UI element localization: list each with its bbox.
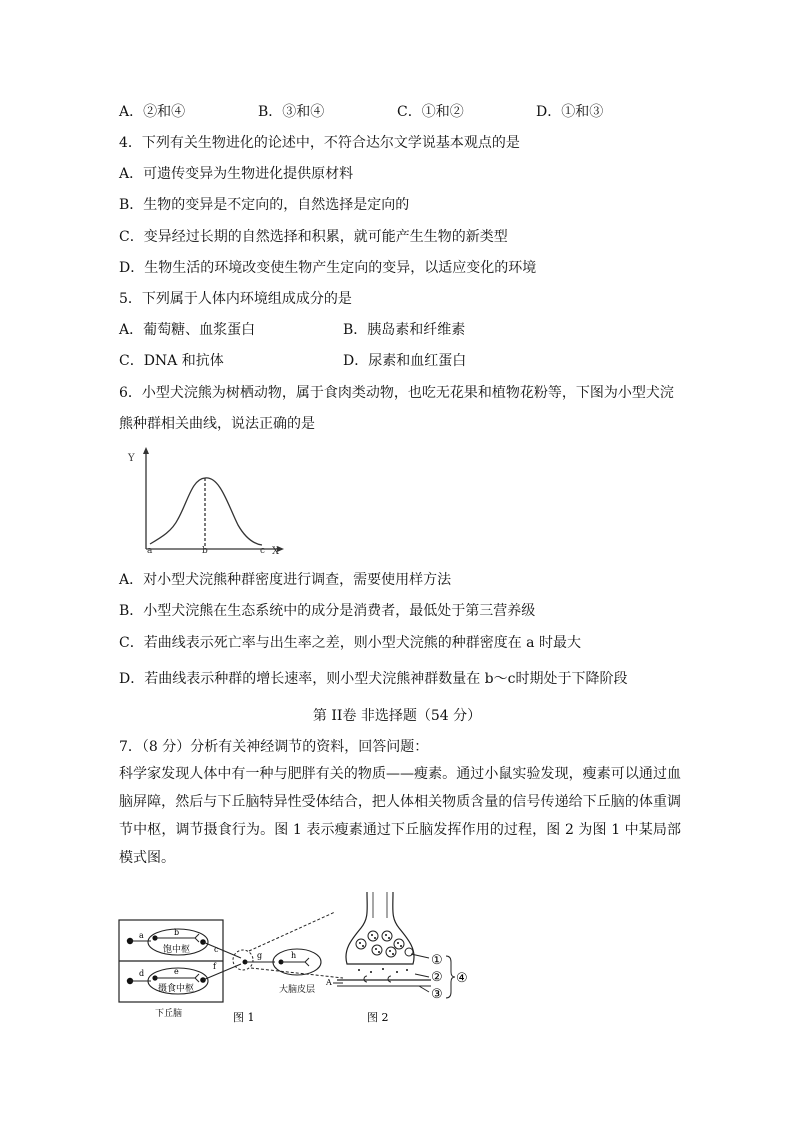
q5-stem: 5．下列属于人体内环境组成成分的是 [119,291,352,307]
q4-option-d: D．生物生活的环境改变使生物产生定向的变异，以适应变化的环境 [119,260,537,276]
q3-option-b: B．③和④ [258,104,325,120]
q4-option-b: B．生物的变异是不定向的，自然选择是定向的 [119,197,410,213]
zoom-dashed-line-bottom [251,968,343,978]
fig1-letter-b: b [174,928,180,937]
fig1-letter-h: h [291,951,297,960]
fig1-letter-e: e [174,967,179,976]
fiber-c [203,942,241,958]
axon-terminal [346,892,414,964]
synapse-region-dashed-circle [233,950,253,970]
marker-4: ④ [456,971,468,986]
graph-curve [150,478,262,545]
graph-y-label: Y [128,453,135,464]
q3-option-c: C．①和② [397,104,464,120]
q6-option-c: C．若曲线表示死亡率与出生率之差，则小型犬浣熊的种群密度在 a 时最大 [119,635,581,651]
q6-option-a: A．对小型犬浣熊种群密度进行调查，需要使用样方法 [119,572,452,588]
zoom-dashed-line-top [249,912,335,951]
marker-2: ② [431,970,443,985]
figure-2-caption: 图 2 [367,1011,389,1024]
figure-1 [119,912,343,1024]
q6-stem-line2: 熊种群相关曲线，说法正确的是 [119,416,315,432]
q3-option-a: A．②和④ [119,104,186,120]
fig1-letter-f: f [213,962,216,971]
section-title: 第 II卷 非选择题（54 分） [312,708,482,724]
feeding-center-label: 摄食中枢 [158,984,195,994]
cortex-label: 大脑皮层 [279,985,316,995]
figure-1-caption: 图 1 [233,1011,255,1024]
marker-4-bracket [446,956,455,998]
fig1-letter-g: g [257,951,263,960]
q6-option-d: D．若曲线表示种群的增长速率，则小型犬浣熊神群数量在 b～c时期处于下降阶段 [119,671,628,687]
satiety-center-label: 饱中枢 [163,945,191,955]
marker-1: ① [431,953,443,968]
synapse-h [305,958,309,966]
q5-option-c: C．DNA 和抗体 [119,353,224,369]
q6-option-b: B．小型犬浣熊在生态系统中的成分是消费者，最低处于第三营养级 [119,603,536,619]
q5-option-b: B．胰岛素和纤维素 [343,322,466,338]
graph-tick-c: c [260,546,266,556]
q7-figures [115,888,485,1028]
synapse-e [195,974,199,982]
receptor-right [388,976,391,982]
q6-curve-graph [120,445,295,560]
q4-option-a: A．可遗传变异为生物进化提供原材料 [119,166,354,182]
q4-stem: 4．下列有关生物进化的论述中，不符合达尔文学说基本观点的是 [119,135,520,151]
synaptic-cleft-dots [358,968,408,973]
q5-option-a: A．葡萄糖、血浆蛋白 [119,322,256,338]
fig1-letter-d: d [139,969,145,978]
graph-tick-b: b [202,546,208,556]
marker-3: ③ [431,987,443,1002]
fig1-letter-c: c [214,945,219,954]
graph-y-arrow [143,447,149,454]
synapse-b [195,934,199,942]
point-a-label: A [326,978,332,987]
q3-option-d: D．①和③ [536,104,604,120]
q6-stem-line1: 6．小型犬浣熊为树栖动物，属于食肉类动物，也吃无花果和植物花粉等，下图为小型犬浣 [119,385,674,401]
q7-stem: 7．（8 分）分析有关神经调节的资料，回答问题： [119,739,429,755]
marker-3-leader [419,986,429,992]
graph-x-label: X [272,546,280,557]
marker-2-leader [415,974,429,977]
q5-option-d: D．尿素和血红蛋白 [343,353,467,369]
q4-option-c: C．变异经过长期的自然选择和积累，就可能产生生物的新类型 [119,229,508,245]
figure-2 [325,892,468,1024]
fig1-letter-a: a [139,931,144,940]
receptor-left [364,976,367,982]
hypothalamus-label: 下丘脑 [155,1009,183,1019]
q7-paragraph: 科学家发现人体中有一种与肥胖有关的物质——瘦素。通过小鼠实验发现，瘦素可以通过血脑屏障，然后与下丘脑特异性受体结合，把人体相关物质含量的信号传递给下丘脑的体重调节中枢，调节摄食行为。图 1 表示瘦素通过下丘脑发挥作用的过程，图 2 为图 1 中某局部模式图。 [119,766,681,866]
graph-tick-a: a [147,546,153,556]
